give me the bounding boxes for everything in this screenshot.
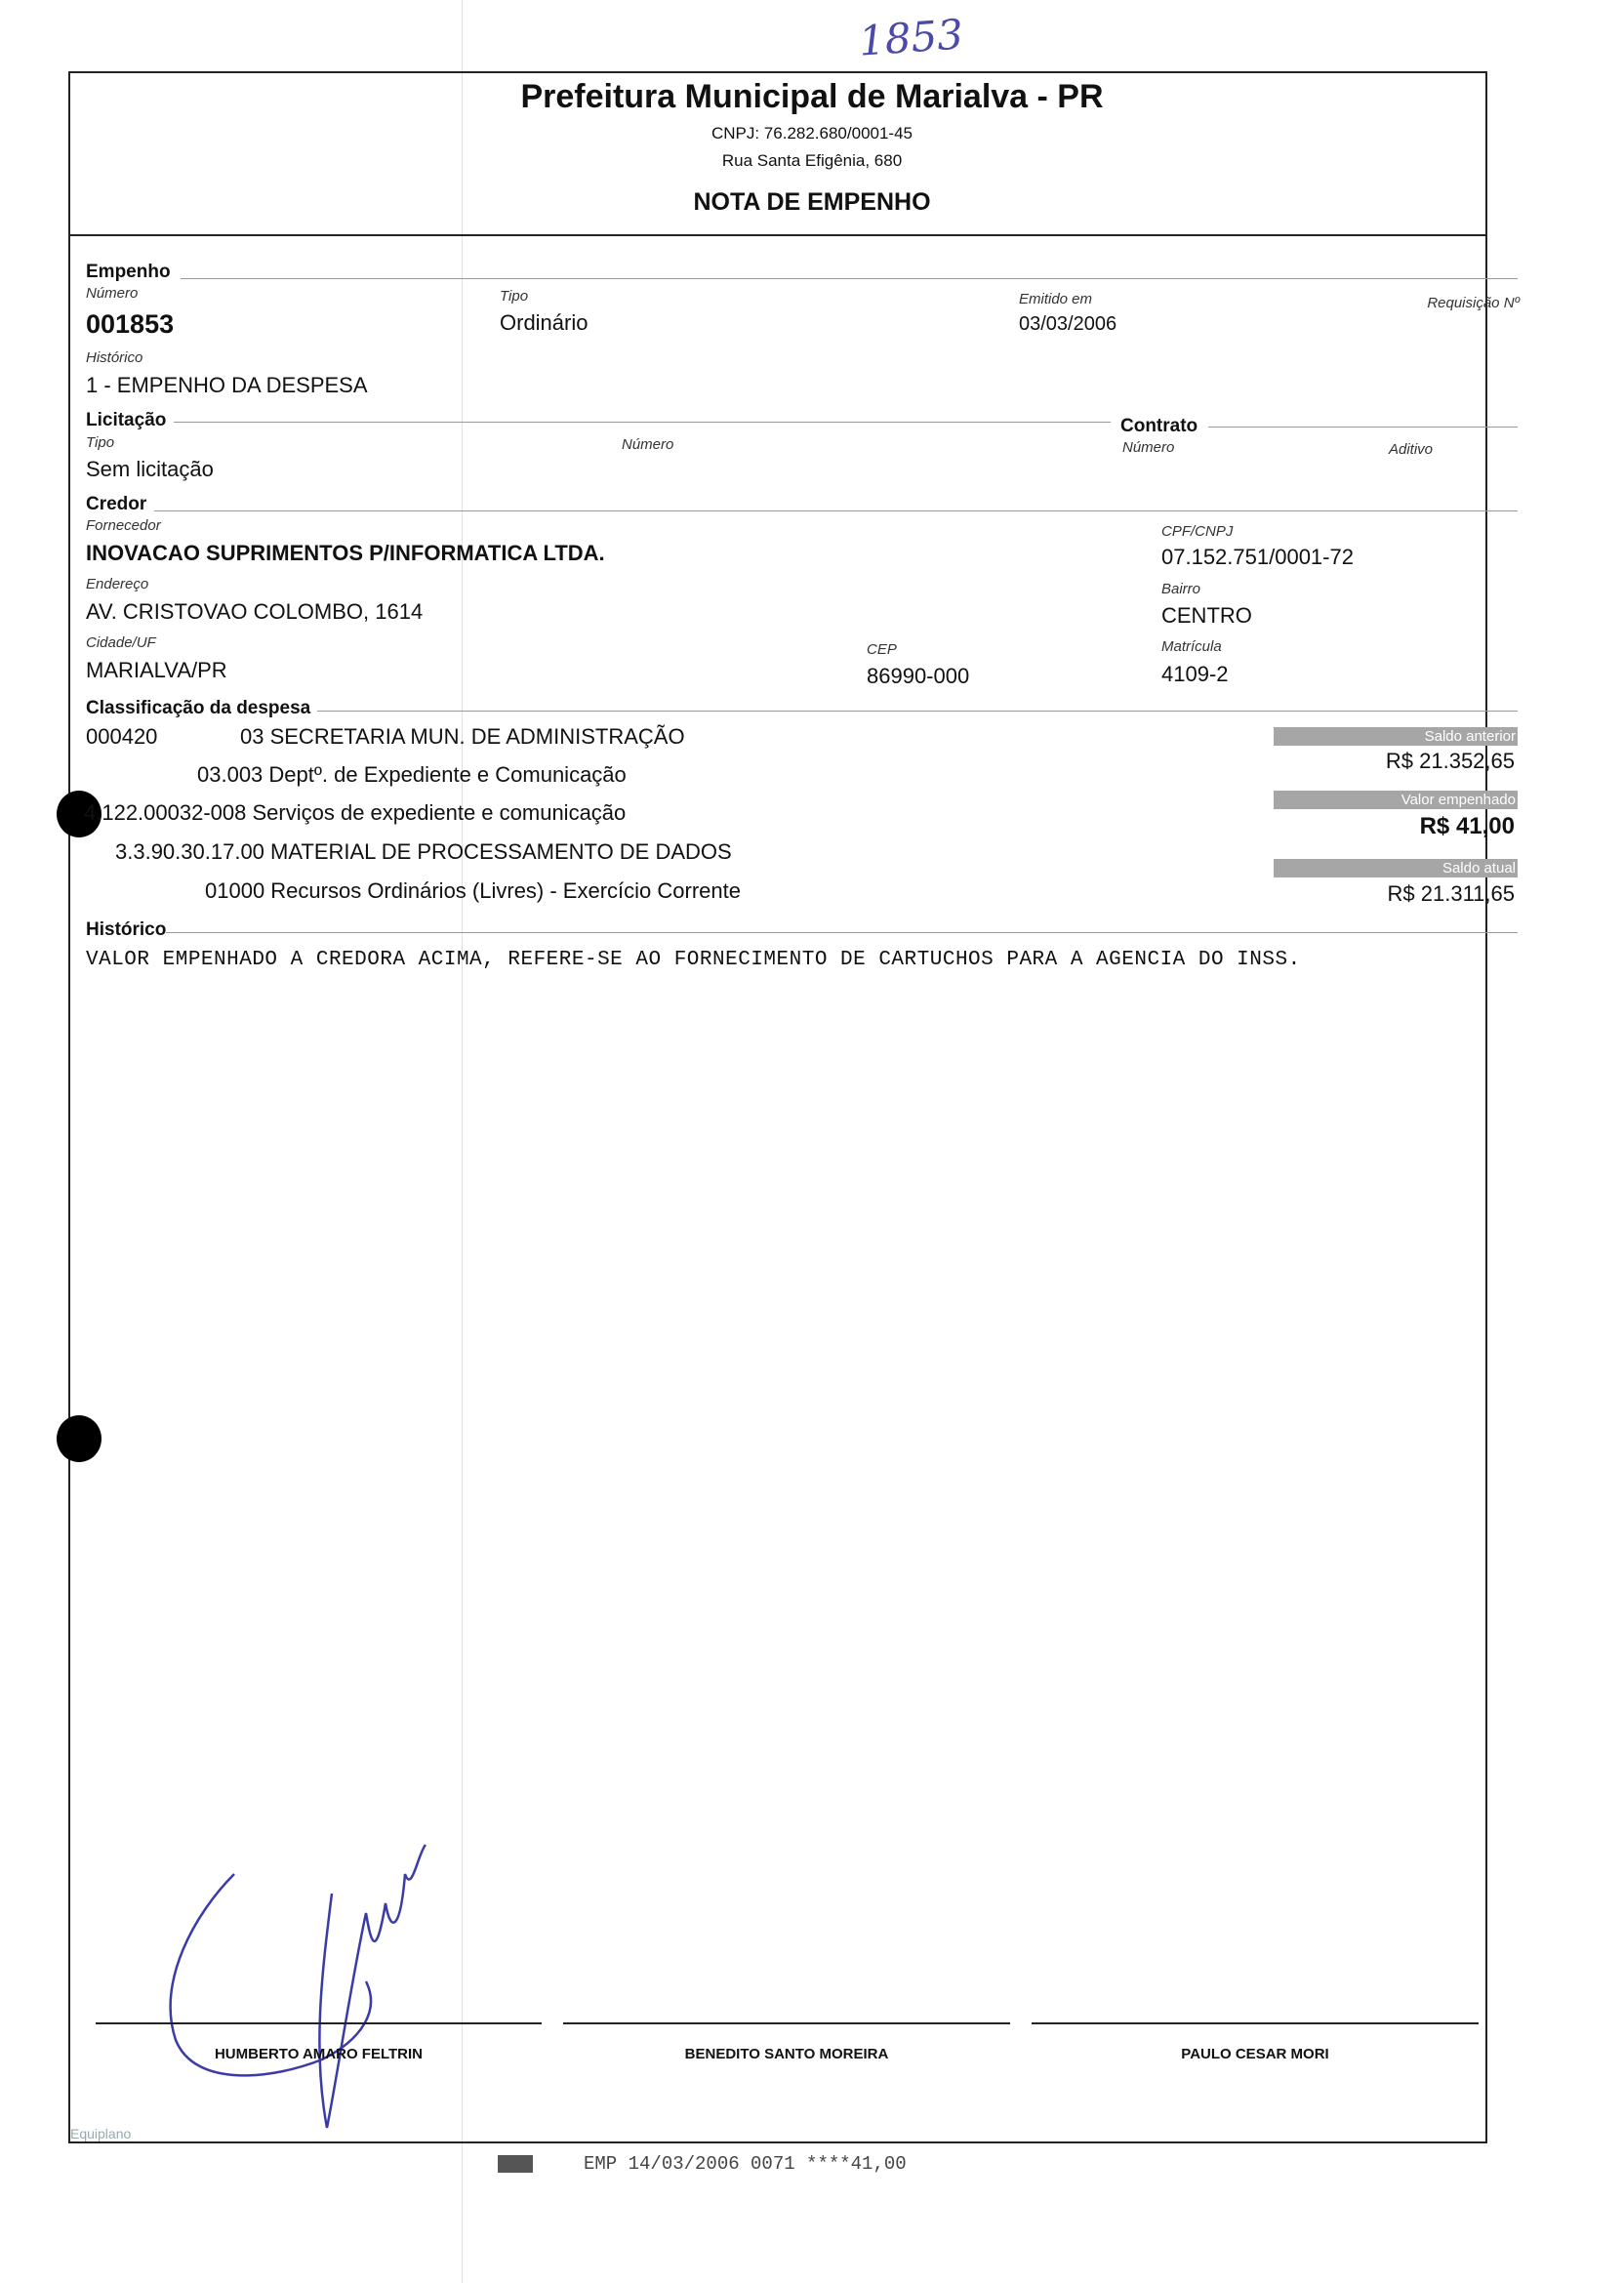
credor-bairro: CENTRO: [1161, 603, 1252, 628]
licitacao-numero-label: Número: [622, 436, 674, 453]
empenho-historico-label: Histórico: [86, 349, 143, 366]
credor-cidade-label: Cidade/UF: [86, 634, 156, 651]
credor-cpf-label: CPF/CNPJ: [1161, 523, 1234, 540]
section-rule: [317, 711, 1518, 712]
signature-line-3: [1032, 2022, 1479, 2024]
licitacao-tipo: Sem licitação: [86, 457, 214, 481]
saldo-atual-label: Saldo atual: [1274, 859, 1518, 877]
document-title: NOTA DE EMPENHO: [693, 188, 931, 216]
contrato-aditivo-label: Aditivo: [1389, 441, 1434, 458]
saldo-anterior-label: Saldo anterior: [1274, 727, 1518, 746]
credor-cpf: 07.152.751/0001-72: [1161, 545, 1354, 569]
section-licitacao: Licitação: [86, 410, 167, 430]
credor-fornecedor: INOVACAO SUPRIMENTOS P/INFORMATICA LTDA.: [86, 541, 605, 565]
software-brand: Equiplano: [70, 2126, 132, 2141]
signature-name-1: HUMBERTO AMARO FELTRIN: [214, 2046, 424, 2062]
section-rule: [154, 510, 1518, 511]
credor-matricula-label: Matrícula: [1161, 638, 1222, 655]
section-rule: [181, 278, 1518, 279]
signature-name-3: PAULO CESAR MORI: [1181, 2046, 1329, 2062]
section-rule: [174, 422, 1111, 423]
header-divider: [68, 234, 1487, 236]
valor-empenhado-value: R$ 41,00: [1419, 813, 1515, 839]
municipality-cnpj: CNPJ: 76.282.680/0001-45: [710, 124, 914, 143]
signature-line-2: [563, 2022, 1010, 2024]
empenho-historico: 1 - EMPENHO DA DESPESA: [86, 373, 368, 397]
punch-hole-bottom: [57, 1415, 102, 1462]
handwritten-signature: [156, 1835, 449, 2147]
saldo-anterior-value: R$ 21.352,65: [1385, 749, 1515, 773]
classificacao-funcional: 4.122.00032-008 Serviços de expediente e comunicação: [84, 800, 627, 825]
section-historico: Histórico: [86, 919, 167, 940]
municipality-address: Rua Santa Efigênia, 680: [721, 151, 903, 170]
section-empenho: Empenho: [86, 262, 171, 282]
credor-cep: 86990-000: [867, 664, 970, 688]
signature-line-1: [96, 2022, 542, 2024]
empenho-numero: 001853: [86, 309, 175, 339]
valor-empenhado-label: Valor empenhado: [1274, 791, 1518, 809]
classificacao-unidade: 03.003 Deptº. de Expediente e Comunicação: [197, 762, 627, 787]
empenho-tipo-label: Tipo: [500, 288, 529, 305]
credor-matricula: 4109-2: [1161, 662, 1229, 686]
payment-stamp: EMP 14/03/2006 0071 ****41,00: [584, 2153, 907, 2175]
credor-cep-label: CEP: [867, 641, 897, 658]
empenho-numero-label: Número: [86, 285, 139, 302]
section-credor: Credor: [86, 494, 147, 514]
empenho-tipo: Ordinário: [500, 310, 589, 335]
classificacao-orgao: 03 SECRETARIA MUN. DE ADMINISTRAÇÃO: [240, 724, 685, 749]
municipality-name: Prefeitura Municipal de Marialva - PR: [520, 78, 1104, 115]
credor-bairro-label: Bairro: [1161, 581, 1201, 597]
signature-name-2: BENEDITO SANTO MOREIRA: [684, 2046, 889, 2062]
credor-endereco-label: Endereço: [86, 576, 149, 592]
section-contrato: Contrato: [1120, 416, 1198, 436]
credor-cidade: MARIALVA/PR: [86, 658, 227, 682]
licitacao-tipo-label: Tipo: [86, 434, 115, 451]
handwritten-annotation: 1853: [857, 10, 965, 65]
classificacao-elemento: 3.3.90.30.17.00 MATERIAL DE PROCESSAMENTO DE DADOS: [115, 839, 732, 864]
saldo-atual-value: R$ 21.311,65: [1387, 881, 1515, 906]
credor-fornecedor-label: Fornecedor: [86, 517, 161, 534]
empenho-emitido: 03/03/2006: [1019, 313, 1117, 335]
section-rule: [166, 932, 1518, 933]
empenho-requisicao-label: Requisição Nº: [1427, 295, 1520, 311]
classificacao-code: 000420: [86, 724, 158, 749]
contrato-numero-label: Número: [1122, 439, 1175, 456]
empenho-emitido-label: Emitido em: [1019, 291, 1093, 307]
stamp-logo: [498, 2155, 533, 2173]
section-rule: [1208, 427, 1518, 428]
historico-text: VALOR EMPENHADO A CREDORA ACIMA, REFERE-SE AO FORNECIMENTO DE CARTUCHOS PARA A AGENCIA DO INSS.: [86, 949, 1301, 971]
section-classificacao: Classificação da despesa: [86, 698, 311, 718]
credor-endereco: AV. CRISTOVAO COLOMBO, 1614: [86, 599, 424, 624]
classificacao-recurso: 01000 Recursos Ordinários (Livres) - Exercício Corrente: [205, 878, 741, 903]
